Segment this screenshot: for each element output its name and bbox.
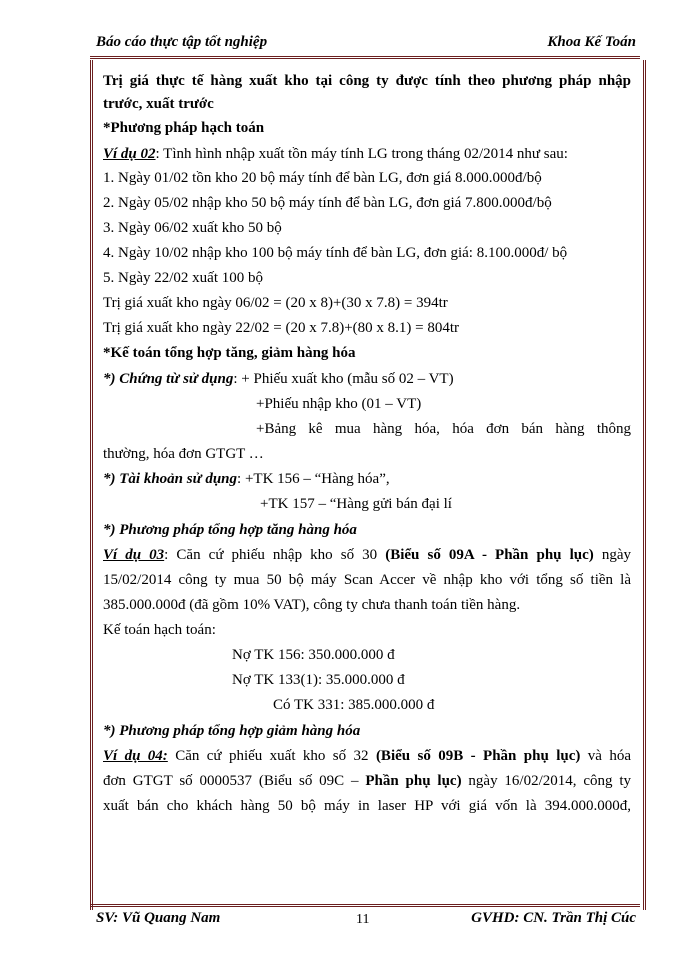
section-heading: *Kế toán tổng hợp tăng, giảm hàng hóa <box>103 345 356 361</box>
subsection-heading: *) Phương pháp tổng hợp tăng hàng hóa <box>103 522 357 538</box>
paragraph-line: 385.000.000đ (đã gồm 10% VAT), công ty chưa thanh toán tiền hàng. <box>103 597 521 613</box>
formula-line: Trị giá xuất kho ngày 22/02 = (20 x 7.8)+(80 x 8.1) = 804tr <box>103 320 460 336</box>
journal-entry: Nợ TK 156: 350.000.000 đ <box>232 647 395 663</box>
example-text: : Tình hình nhập xuất tồn máy tính LG trong tháng 02/2014 như sau: <box>155 146 568 162</box>
header-rule <box>90 56 640 59</box>
docs-text: : + Phiếu xuất kho (mẫu số 02 – VT) <box>233 371 454 387</box>
footer-student: SV: Vũ Quang Nam <box>96 910 221 926</box>
footer-rule <box>90 904 640 907</box>
appendix-ref: (Biểu số 09A - Phần phụ lục) <box>385 547 594 563</box>
paragraph-text: ngày 16/02/2014, công ty <box>461 773 631 789</box>
example-text: : Căn cứ phiếu nhập kho số 30 <box>164 547 386 563</box>
docs-line: +Bảng kê mua hàng hóa, hóa đơn bán hàng thông <box>256 421 631 437</box>
example-label: Ví dụ 02 <box>103 146 156 162</box>
journal-entry: Có TK 331: 385.000.000 đ <box>273 697 435 713</box>
paragraph-text: đơn GTGT số 0000537 (Biểu số 09C – <box>103 773 366 789</box>
accounts-text: : +TK 156 – “Hàng hóa”, <box>237 471 390 487</box>
docs-label: *) Chứng từ sử dụng <box>103 371 234 387</box>
list-item: 4. Ngày 10/02 nhập kho 100 bộ máy tính để bàn LG, đơn giá: 8.100.000đ/ bộ <box>103 245 568 261</box>
accounts-label: *) Tài khoản sử dụng <box>103 471 238 487</box>
paragraph-line <box>103 770 631 792</box>
example-line <box>103 745 631 767</box>
page-footer <box>96 910 636 934</box>
example-label: Ví dụ 04: <box>103 748 168 764</box>
page-header <box>96 30 636 56</box>
paragraph-line: xuất bán cho khách hàng 50 bộ máy in laser HP với giá vốn là 394.000.000đ, <box>103 798 631 814</box>
example-text: Căn cứ phiếu xuất kho số 32 <box>167 748 376 764</box>
list-item: 2. Ngày 05/02 nhập kho 50 bộ máy tính để bàn LG, đơn giá 7.800.000đ/bộ <box>103 195 552 211</box>
page-number: 11 <box>356 912 370 927</box>
docs-line: thường, hóa đơn GTGT … <box>103 446 264 462</box>
docs-line <box>103 368 454 390</box>
example-line <box>103 143 568 165</box>
paragraph-line: Trị giá thực tế hàng xuất kho tại công ty được tính theo phương pháp nhập <box>103 73 631 89</box>
example-label: Ví dụ 03 <box>103 547 165 563</box>
subsection-heading: *) Phương pháp tổng hợp giảm hàng hóa <box>103 723 361 739</box>
docs-line: +Phiếu nhập kho (01 – VT) <box>256 396 422 412</box>
appendix-ref: Phần phụ lục) <box>365 773 462 789</box>
journal-entry: Nợ TK 133(1): 35.000.000 đ <box>232 672 405 688</box>
example-text: ngày <box>593 547 631 563</box>
header-title: Báo cáo thực tập tốt nghiệp <box>96 34 268 50</box>
list-item: 1. Ngày 01/02 tồn kho 20 bộ máy tính để bàn LG, đơn giá 8.000.000đ/bộ <box>103 170 542 186</box>
formula-line: Trị giá xuất kho ngày 06/02 = (20 x 8)+(30 x 7.8) = 394tr <box>103 295 448 311</box>
paragraph-line: Kế toán hạch toán: <box>103 622 216 638</box>
paragraph-line: 15/02/2014 công ty mua 50 bộ máy Scan Accer về nhập kho với tổng số tiền là <box>103 572 631 588</box>
list-item: 5. Ngày 22/02 xuất 100 bộ <box>103 270 263 286</box>
header-department: Khoa Kế Toán <box>547 34 636 50</box>
accounts-line <box>103 468 390 490</box>
paragraph-line: trước, xuất trước <box>103 96 214 112</box>
footer-supervisor: GVHD: CN. Trần Thị Cúc <box>471 910 636 926</box>
accounts-line: +TK 157 – “Hàng gửi bán đại lí <box>260 496 452 512</box>
example-text: và hóa <box>580 748 631 764</box>
section-heading: *Phương pháp hạch toán <box>103 120 265 136</box>
list-item: 3. Ngày 06/02 xuất kho 50 bộ <box>103 220 282 236</box>
appendix-ref: (Biểu số 09B - Phần phụ lục) <box>375 748 581 764</box>
example-line <box>103 544 631 566</box>
